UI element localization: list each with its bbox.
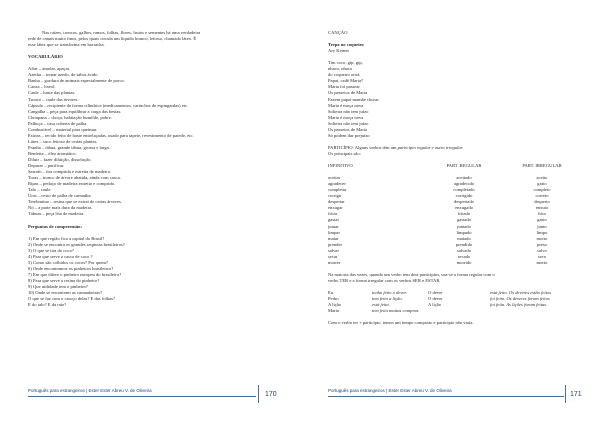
infinitive-cell: enxugar <box>328 205 343 211</box>
irregular-cell: morto <box>536 259 548 265</box>
vocabulary-heading: VOCABULÁRIO <box>28 54 63 60</box>
lyric-line: Fazem papai mamãe chorar. <box>328 96 380 102</box>
irregular-cell: gasto <box>537 217 547 223</box>
vocabulary-item: Caoza – lixeol. <box>28 84 56 90</box>
vocabulary-item: Estrias – tecido feito de haste entrelaçadas, usado para tapete, revestimento de parede, etc. <box>28 132 194 138</box>
regular-cell: gastado <box>456 217 472 223</box>
right-page-content <box>328 30 578 326</box>
vocabulary-item: Tronco – caule das árvores. <box>28 96 79 102</box>
question-item: 3) O que se tira do coco? <box>28 247 74 253</box>
intro-line: Nas raízes, troncos, galhos, ramos, folhas, flores, frutos e sementes há uma verdadeira <box>42 30 201 35</box>
vocabulary-item: Caule – haste das plantas. <box>28 90 76 96</box>
infinitive-cell: limpar <box>328 229 340 235</box>
vocabulary-item: Banha – gordura de animais especialmente de porco. <box>28 78 125 84</box>
infinitive-cell: matar <box>328 235 339 241</box>
intro-line: rede de canais muito finos, pelos quais circula um líquido branco, leitoso, chamado látex. É <box>28 36 197 42</box>
vocabulary-item: Toras – tronco de árvore abatida, ainda com casca. <box>28 175 121 181</box>
infinitive-cell: juntar <box>328 223 339 229</box>
regular-cell: limpado <box>456 229 472 235</box>
header-regular: PART .REGULAR <box>446 163 482 169</box>
infinitive-cell: morrer <box>328 259 341 265</box>
regular-cell: juntado <box>457 223 471 229</box>
closing-note: Com o verbo ter + particípio, temos um tempo composto e particípio não varia. <box>328 320 474 326</box>
right-footer: Português para estrangeiros | Ester Ester Abreu V. de Oliveira <box>328 388 452 393</box>
regular-cell: completado <box>453 187 475 193</box>
lyric-line: Só podem dar prejuízo <box>328 132 370 138</box>
example-row <box>328 308 578 314</box>
right-page-number-divider <box>565 385 566 403</box>
vocabulary-item: Azedar – tornar azedo, de sabor ácido <box>28 72 98 78</box>
question-item: 4) Para que serve a casca de coco ? <box>28 253 93 259</box>
vocabulary-item: Cangalha – peça para equilibrar a carga das bestas. <box>28 108 122 114</box>
example-cell: está feita. <box>372 302 390 308</box>
vocabulary-item: Choupana – choça, habitação humilde, pobre. <box>28 114 112 120</box>
usage-paragraph <box>328 272 578 284</box>
participle-intro-line2: Os principais são: <box>328 150 361 156</box>
infinitive-cell: agradecer <box>328 181 346 187</box>
lyric-line: Solteira não tem juízo <box>328 120 369 126</box>
vocabulary-item: Depurar – purificar. <box>28 163 65 169</box>
participle-intro-text: PARTICÍPIO: Alguns verbos têm um <box>328 144 398 150</box>
infinitive-cell: aceitar <box>328 175 341 181</box>
example-cell: A lição <box>328 302 342 308</box>
irregular-cell: aceito <box>536 175 548 181</box>
infinitive-cell: completar <box>328 187 347 193</box>
vocabulary-item: Sarrafo – tira comprida e estreita de madeira. <box>28 169 111 175</box>
question-item: 5) Como são colhidos os cocos? Por quem? <box>28 259 108 265</box>
regular-cell: morrido <box>456 259 472 265</box>
regular-cell: corrigido <box>455 193 473 199</box>
vocabulary-item: Nó – a parte mais dura da madeira. <box>28 205 93 211</box>
regular-cell: matado <box>457 235 471 241</box>
irregular-cell: limpo <box>536 229 548 235</box>
question-item: 7) Em que difere o pinheiro europeu do brasileiro? <box>28 271 122 277</box>
lyric-line: do coqueiro otirá. <box>328 72 361 78</box>
regular-cell: agradecido <box>453 181 475 187</box>
infinitive-cell: secar <box>328 253 338 259</box>
question-item: E do talo? E da raiz? <box>28 302 67 308</box>
left-page-number-divider <box>258 385 259 403</box>
irregular-cell: frito <box>538 211 546 217</box>
vocabulary-list <box>28 66 274 217</box>
irregular-cell: morto <box>536 235 548 241</box>
lyric-line: Tim coco, gip, gip, <box>328 60 363 66</box>
vocabulary-item: Talo – caule. <box>28 187 52 193</box>
irregular-cell: seco <box>537 253 547 259</box>
infinitive-cell: despertar <box>328 199 345 205</box>
regular-cell: prendido <box>455 241 473 247</box>
example-cell: Eu <box>328 290 334 296</box>
example-cell: A lição <box>428 302 442 308</box>
intro-line: esse látex que se transforma em borracha. <box>28 42 105 48</box>
vocabulary-item: Palhoça – casa coberta de palha. <box>28 120 88 126</box>
lyric-line: Os passeios de Maria <box>328 126 368 132</box>
irregular-cell: grato <box>537 181 547 187</box>
example-cell: tem feito a lição. <box>372 296 403 302</box>
example-cell: tenho feito o dever. <box>372 290 407 296</box>
lyric-line: Maria é moça nova <box>328 102 364 108</box>
example-cell: Maria <box>328 308 339 314</box>
vocabulary-item: Uras – cesto de palha de carnaúba. <box>28 193 92 199</box>
example-cell <box>490 308 570 314</box>
header-infinitive: INFINITIVO <box>328 163 353 169</box>
right-footer-rule <box>328 396 564 397</box>
vocabulary-item: Benfeita – óleo aromático. <box>28 150 77 156</box>
question-item: 6) Onde encontramos os pinheiros brasileiros? <box>28 265 114 271</box>
lyric-line: Papai, cadê Maria? <box>328 78 364 84</box>
song-title: Trepa no coqueiro <box>328 42 364 48</box>
infinitive-cell: salvar <box>328 247 339 253</box>
vocabulary-item: Combustível – material para queimar. <box>28 126 98 132</box>
lyric-line: Maria foi passear <box>328 84 360 90</box>
vocabulary-item: Ripas – pedaço de madeira estreito e comprido. <box>28 181 116 187</box>
participle-table-header <box>328 163 578 169</box>
question-item: 9) Que utilidade tem o pinheiro? <box>28 283 88 289</box>
participle-table <box>328 175 578 266</box>
question-item: 2) Onde se encontra os grandes seqüoias brasileiros? <box>28 241 125 247</box>
infinitive-cell: corrigir <box>328 193 342 199</box>
example-cell <box>428 308 490 314</box>
infinitive-cell: fritar <box>328 211 338 217</box>
regular-cell: salvado <box>456 247 472 253</box>
participle-intro-italic: particípio regular e outro irregular. <box>397 144 464 150</box>
vocabulary-item: Tábuas – peça lisa de madeira. <box>28 211 85 217</box>
example-cell: Pedro <box>328 296 339 302</box>
irregular-cell: enxuto <box>535 205 549 211</box>
header-irregular: PART. IRREGULAR <box>522 163 562 169</box>
example-cell: está feito. Os deveres estão feitos <box>490 290 552 296</box>
regular-cell: aceitado <box>456 175 472 181</box>
left-page-content <box>28 30 274 308</box>
left-footer: Português para estrangeiros | Ester Ester Abreu V. de Oliveira <box>28 388 152 393</box>
vocabulary-item: Terebintina – resina que se extrai de certas árvores. <box>28 199 122 205</box>
example-cell: O dever <box>428 290 443 296</box>
question-item: 1) Em que região fica a capital do Brasil? <box>28 235 105 241</box>
lyric-line: Maria é moça nova <box>328 114 364 120</box>
regular-cell: fritado <box>457 211 471 217</box>
vocabulary-item: Afiar – amolar, apaçar. <box>28 66 71 72</box>
questions-heading: Perguntas de compreensão: <box>28 223 83 229</box>
examples-block <box>328 290 578 314</box>
questions-list <box>28 236 274 309</box>
left-footer-rule <box>28 396 256 397</box>
regular-cell: despertado <box>454 199 474 205</box>
question-item: 8) Para que serve a resina do pinheiro? <box>28 277 100 283</box>
song-lyrics <box>328 60 578 139</box>
intro-paragraph <box>28 30 274 48</box>
lyric-line: Os passeios de Maria <box>328 90 368 96</box>
irregular-cell: desperto <box>534 199 550 205</box>
right-page-number: 171 <box>570 391 582 398</box>
question-item: 10) Onde se encontram as carnaubeiras? <box>28 290 103 296</box>
left-page-number: 170 <box>265 391 277 398</box>
infinitive-cell: gastar <box>328 217 339 223</box>
regular-cell: secado <box>457 253 471 259</box>
example-cell: tem feito muitas compras. <box>372 308 420 314</box>
question-item: O que se faz com o caroço delas? E das folhas? <box>28 296 115 302</box>
example-cell: foi feita. As lições foram feitas. <box>490 302 548 308</box>
participle-row <box>328 260 578 266</box>
section-title: CANÇÃO <box>328 30 348 35</box>
lyric-line: Solteira não tem juízo <box>328 108 369 114</box>
vocabulary-item: Pranha – tábua, grande tábua, grossa e larga. <box>28 144 110 150</box>
vocabulary-item: Diluir – fazer diluição, dissolução. <box>28 156 92 162</box>
usage-line: verbo TER e a forma irregular com os verbos SER e ESTAR. <box>328 277 441 283</box>
irregular-cell: junto <box>537 223 547 229</box>
vocabulary-item: Cápsula – recipiente de forma cilíndrica (medicamentos, cartuchos de espingardas) etc. <box>28 102 189 108</box>
right-page <box>300 0 600 424</box>
irregular-cell: preso <box>537 241 547 247</box>
usage-line: Na maioria das vezes, quando um verbo tem dois particípios, usa-se a forma regular com o <box>328 271 495 277</box>
irregular-cell: correto <box>535 193 549 199</box>
infinitive-cell: prender <box>328 241 343 247</box>
lyric-line: nhaco, nhaco <box>328 66 353 72</box>
song-author: Ary Kerner <box>328 48 350 54</box>
irregular-cell: completo <box>533 187 551 193</box>
vocabulary-item: Látex – suco leitoso de certas plantas. <box>28 138 98 144</box>
irregular-cell: salvo <box>537 247 547 253</box>
example-cell: O dever <box>428 296 443 302</box>
example-cell: foi feito. Os deveres foram feitos <box>490 296 550 302</box>
regular-cell: enxugado <box>455 205 473 211</box>
